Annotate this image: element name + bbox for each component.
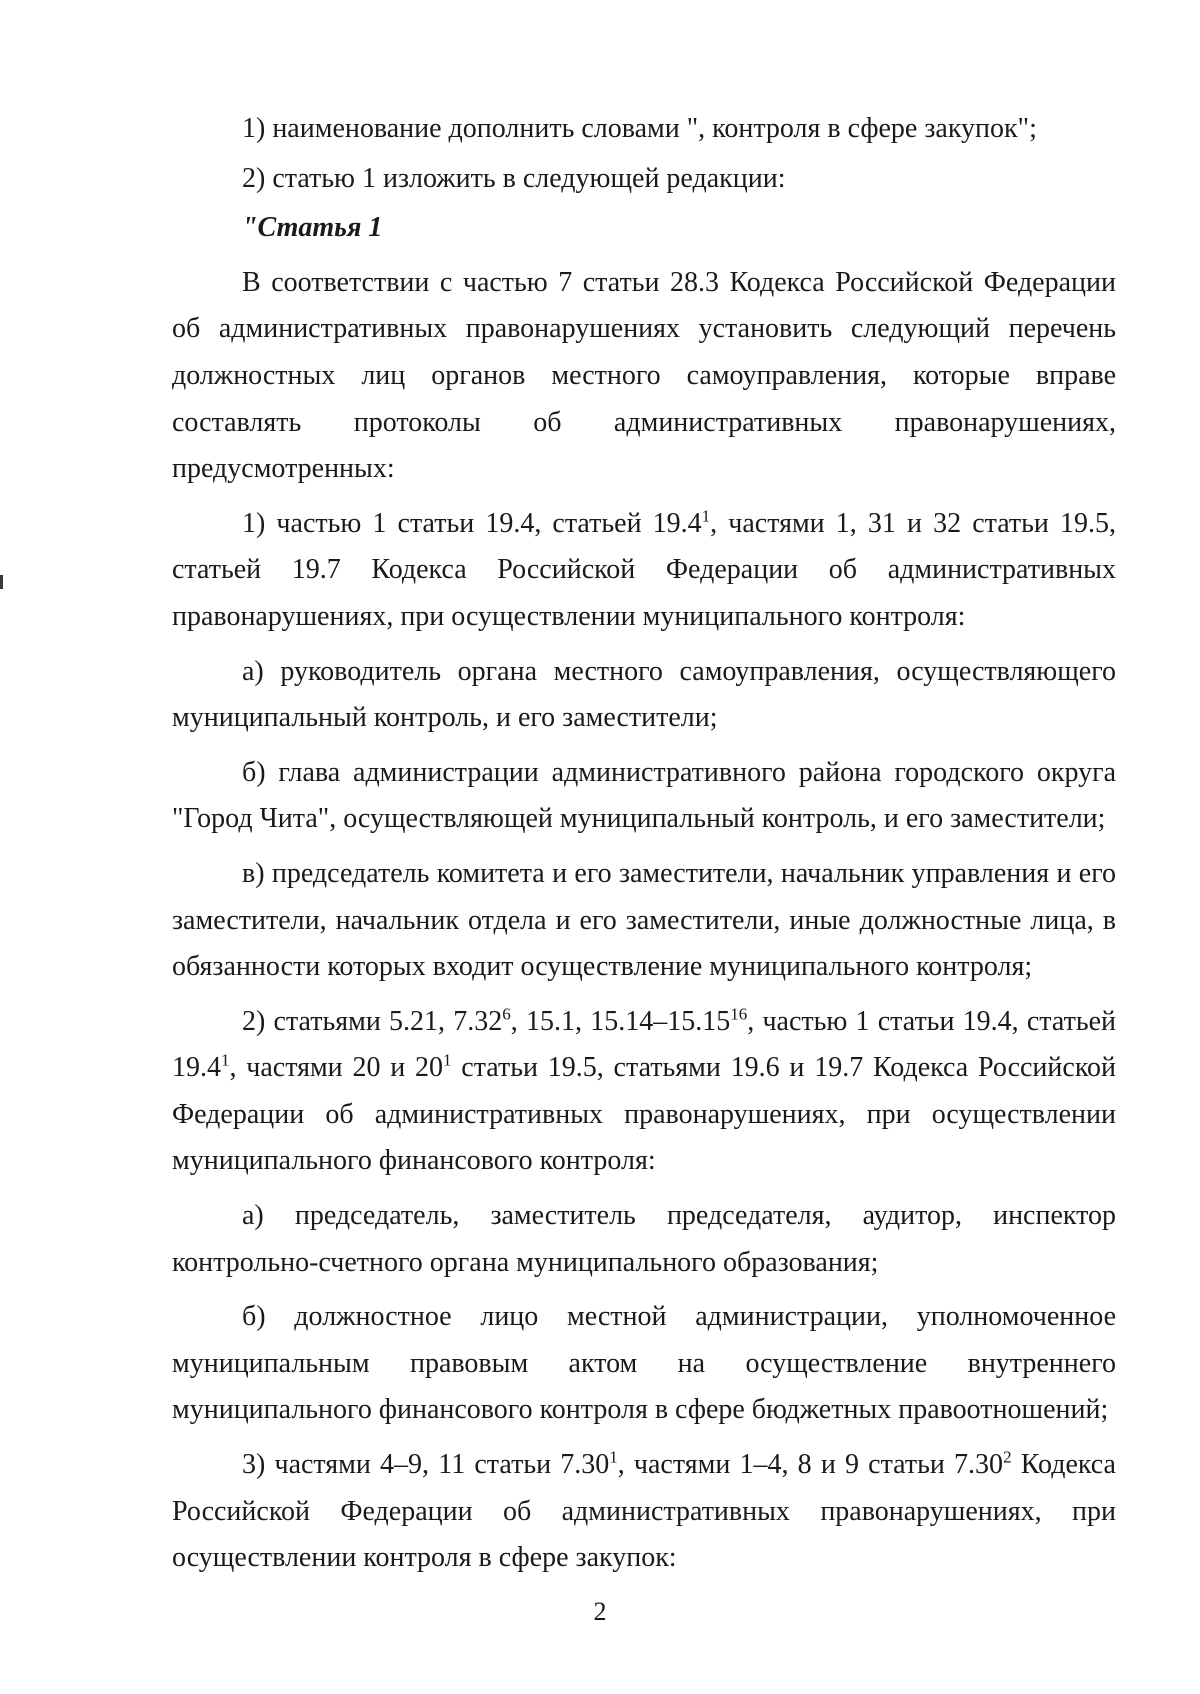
superscript: 16 (730, 1004, 748, 1024)
paragraph-preamble (172, 260, 1116, 493)
text-segment: "Статья 1 (242, 212, 383, 244)
text-segment: , частью 1 статьи 19.4, статьей 19.4 (172, 1005, 1116, 1084)
paragraph-item-2b (172, 1294, 1116, 1434)
text-segment: , частями 20 и 20 (229, 1052, 444, 1084)
text-segment: б) глава администрации административного района городского округа "Город Чита", осуществляющей муниципальный контроль, и его заместители; (172, 756, 1116, 835)
paragraph-item-2a (172, 1193, 1116, 1286)
text-segment: , 15.1, 15.14–15.15 (510, 1005, 731, 1037)
paragraph-item-3 (172, 1442, 1116, 1582)
text-segment: б) должностное лицо местной администрации, уполномоченное муниципальным правовым актом на осуществление внутреннего муниципального финансового контроля в сфере бюджетных правоотношений; (172, 1301, 1116, 1426)
superscript: 6 (502, 1004, 511, 1024)
text-segment: 2) статьями 5.21, 7.32 (242, 1005, 503, 1037)
text-segment: а) председатель, заместитель председателя, аудитор, инспектор контрольно-счетного органа муниципального образования; (172, 1200, 1116, 1278)
text-segment: В соответствии с частью 7 статьи 28.3 Кодекса Российской Федерации об административных правонарушениях установить следующий перечень должностных лиц органов местного самоуправления, которые вправе составлять протоколы об административных правонарушениях, предусмотренных: (172, 266, 1116, 485)
text-segment: 3) частями 4–9, 11 статьи 7.30 (242, 1449, 610, 1481)
superscript: 1 (609, 1447, 618, 1467)
paragraph-item-1b (172, 750, 1116, 843)
paragraph-amend-article (172, 156, 1116, 203)
paragraph-item-2 (172, 999, 1116, 1185)
page-number: 2 (593, 1597, 607, 1626)
superscript: 1 (701, 506, 711, 526)
document-body (172, 106, 1116, 1590)
text-segment: Кодекса Российской Федерации об административных правонарушениях, при осуществлении контроля в сфере закупок: (172, 1449, 1116, 1574)
paragraph-item-1 (172, 501, 1116, 641)
text-segment: статьи 19.5, статьями 19.6 и 19.7 Кодекса Российской Федерации об административных правонарушениях, при осуществлении муниципального финансового контроля: (172, 1052, 1116, 1177)
superscript: 1 (221, 1050, 230, 1070)
text-segment: а) руководитель органа местного самоуправления, осуществляющего муниципальный контроль, и его заместители; (172, 655, 1116, 734)
paragraph-amend-title (172, 106, 1116, 153)
text-segment: 1) частью 1 статьи 19.4, статьей 19.4 (242, 507, 702, 539)
text-segment: 1) наименование дополнить словами ", контроля в сфере закупок"; (242, 113, 1037, 144)
article-heading (172, 205, 1116, 252)
text-segment: , частями 1, 31 и 32 статьи 19.5, статьей 19.7 Кодекса Российской Федерации об административных правонарушениях, при осуществлении муниципального контроля: (172, 507, 1116, 632)
scan-edge-mark (0, 575, 3, 589)
paragraph-item-1v (172, 851, 1116, 991)
superscript: 2 (1003, 1447, 1012, 1467)
paragraph-item-1a (172, 649, 1116, 742)
text-segment: , частями 1–4, 8 и 9 статьи 7.30 (617, 1449, 1004, 1481)
superscript: 1 (443, 1050, 452, 1070)
text-segment: 2) статью 1 изложить в следующей редакции: (242, 162, 786, 194)
text-segment: в) председатель комитета и его заместители, начальник управления и его заместители, начальник отдела и его заместители, иные должностные лица, в обязанности которых входит осуществление муниципального контроля; (172, 857, 1116, 983)
